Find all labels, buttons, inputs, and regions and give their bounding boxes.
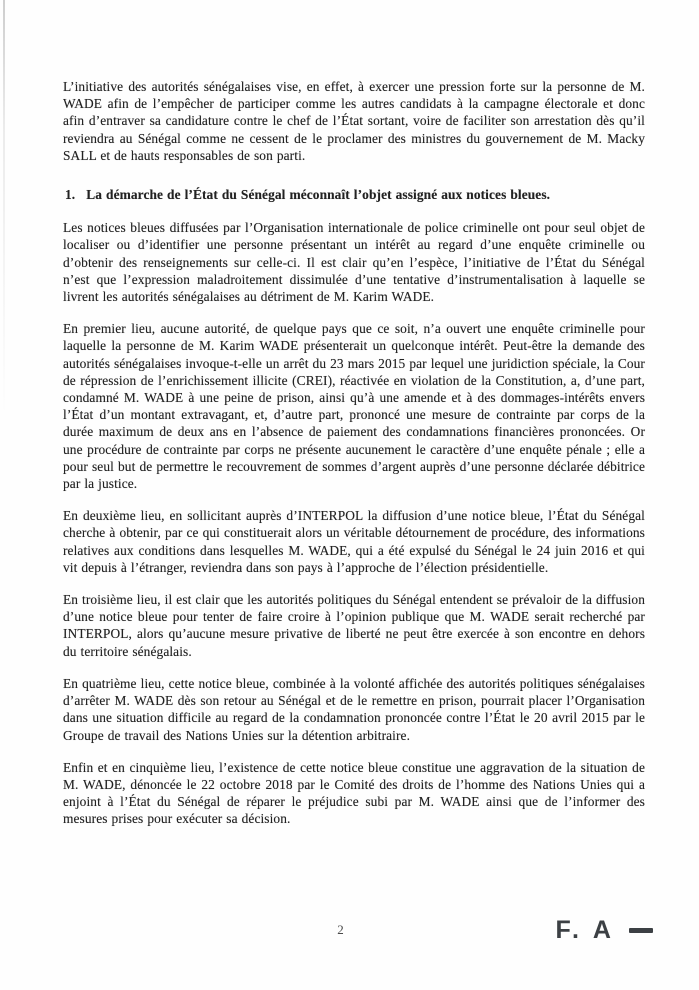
paraph-initials: F. A [555,916,615,944]
section-heading-text: La démarche de l’État du Sénégal méconnaît l’objet assigné aux notices bleues. [86,187,551,203]
paragraph-notices-object: Les notices bleues diffusées par l’Organisation internationale de police criminelle ont pour seul objet de localiser ou d’identifier une personne présentant un intérêt au regard d’une enquête criminelle ou d’obtenir des renseignements sur celle-ci. Il est clair qu’en l’espèce, l’initiative de l’État du Sénégal n’est que l’expression maladroitement dissimulée d’une tentative d’instrumentalisation à laquelle se livrent les autorités sénégalaises au détriment de M. Karim WADE. [63,220,645,305]
section-heading [65,186,645,203]
paragraph-intro: L’initiative des autorités sénégalaises vise, en effet, à exercer une pression forte sur la personne de M. WADE afin de l’empêcher de participer comme les autres candidats à la campagne électorale et donc afin d’entraver sa candidature contre le chef de l’État sortant, voire de faciliter son arrestation dès qu’il reviendra au Sénégal comme ne cessent de le proclamer des ministres du gouvernement de M. Macky SALL et de hauts responsables de son parti. [63,79,645,163]
paragraph-quatrieme-lieu: En quatrième lieu, cette notice bleue, combinée à la volonté affichée des autorités politiques sénégalaises d’arrêter M. WADE dès son retour au Sénégal et de le remettre en prison, pourrait placer l’Organisation dans une situation difficile au regard de la condamnation prononcée contre l’État le 20 avril 2015 par le Groupe de travail des Nations Unies sur la détention arbitraire. [63,675,645,743]
section-heading-number: 1. [65,187,76,203]
paragraph-deuxieme-lieu: En deuxième lieu, en sollicitant auprès d’INTERPOL la diffusion d’une notice bleue, l’État du Sénégal cherche à obtenir, par ce qui constituerait alors un véritable détournement de procédure, des informations relatives aux conditions dans lesquelles M. WADE, qui a été expulsé du Sénégal le 24 juin 2016 et qui vit depuis à l’étranger, reviendra dans son pays à l’approche de l’élection présidentielle. [63,508,645,575]
paragraph-troisieme-lieu: En troisième lieu, il est clair que les autorités politiques du Sénégal entendent se prévaloir de la diffusion d’une notice bleue pour tenter de faire croire à l’opinion publique que M. WADE serait recherché par INTERPOL, alors qu’aucune mesure privative de liberté ne peut être exercée à son encontre en dehors du territoire sénégalais. [63,592,645,659]
paragraph-cinquieme-lieu: Enfin et en cinquième lieu, l’existence de cette notice bleue constitue une aggravation de la situation de M. WADE, dénoncée le 22 octobre 2018 par le Comité des droits de l’homme des Nations Unies qui a enjoint à l’État du Sénégal de réparer le préjudice subi par M. WADE ainsi que de l’informer des mesures prises pour exécuter sa décision. [63,759,645,827]
paraph-dash-icon [629,928,653,933]
paragraph-premier-lieu: En premier lieu, aucune autorité, de quelque pays que ce soit, n’a ouvert une enquête criminelle pour laquelle la personne de M. Karim WADE présenterait un quelconque intérêt. Peut-être la demande des autorités sénégalaises invoque-t-elle un arrêt du 23 mars 2015 par lequel une juridiction spéciale, la Cour de répression de l’enrichissement illicite (CREI), réactivée en violation de la Constitution, a, d’une part, condamné M. WADE à une peine de prison, ainsi qu’à une amende et à des dommages-intérêts envers l’État d’un montant extravagant, et, d’autre part, prononcé une mesure de contrainte par corps de la durée maximum de deux ans en l’absence de paiement des condamnations financières prononcées. Or une procédure de contrainte par corps ne présente aucunement le caractère d’une enquête pénale ; elle a pour seul but de permettre le recouvrement de sommes d’argent auprès d’une personne déclarée débitrice par la justice. [63,321,645,492]
document-body [63,78,645,843]
paraph-mark [555,916,653,945]
page-number: 2 [337,922,344,937]
scan-artifact-left-edge [3,0,5,420]
